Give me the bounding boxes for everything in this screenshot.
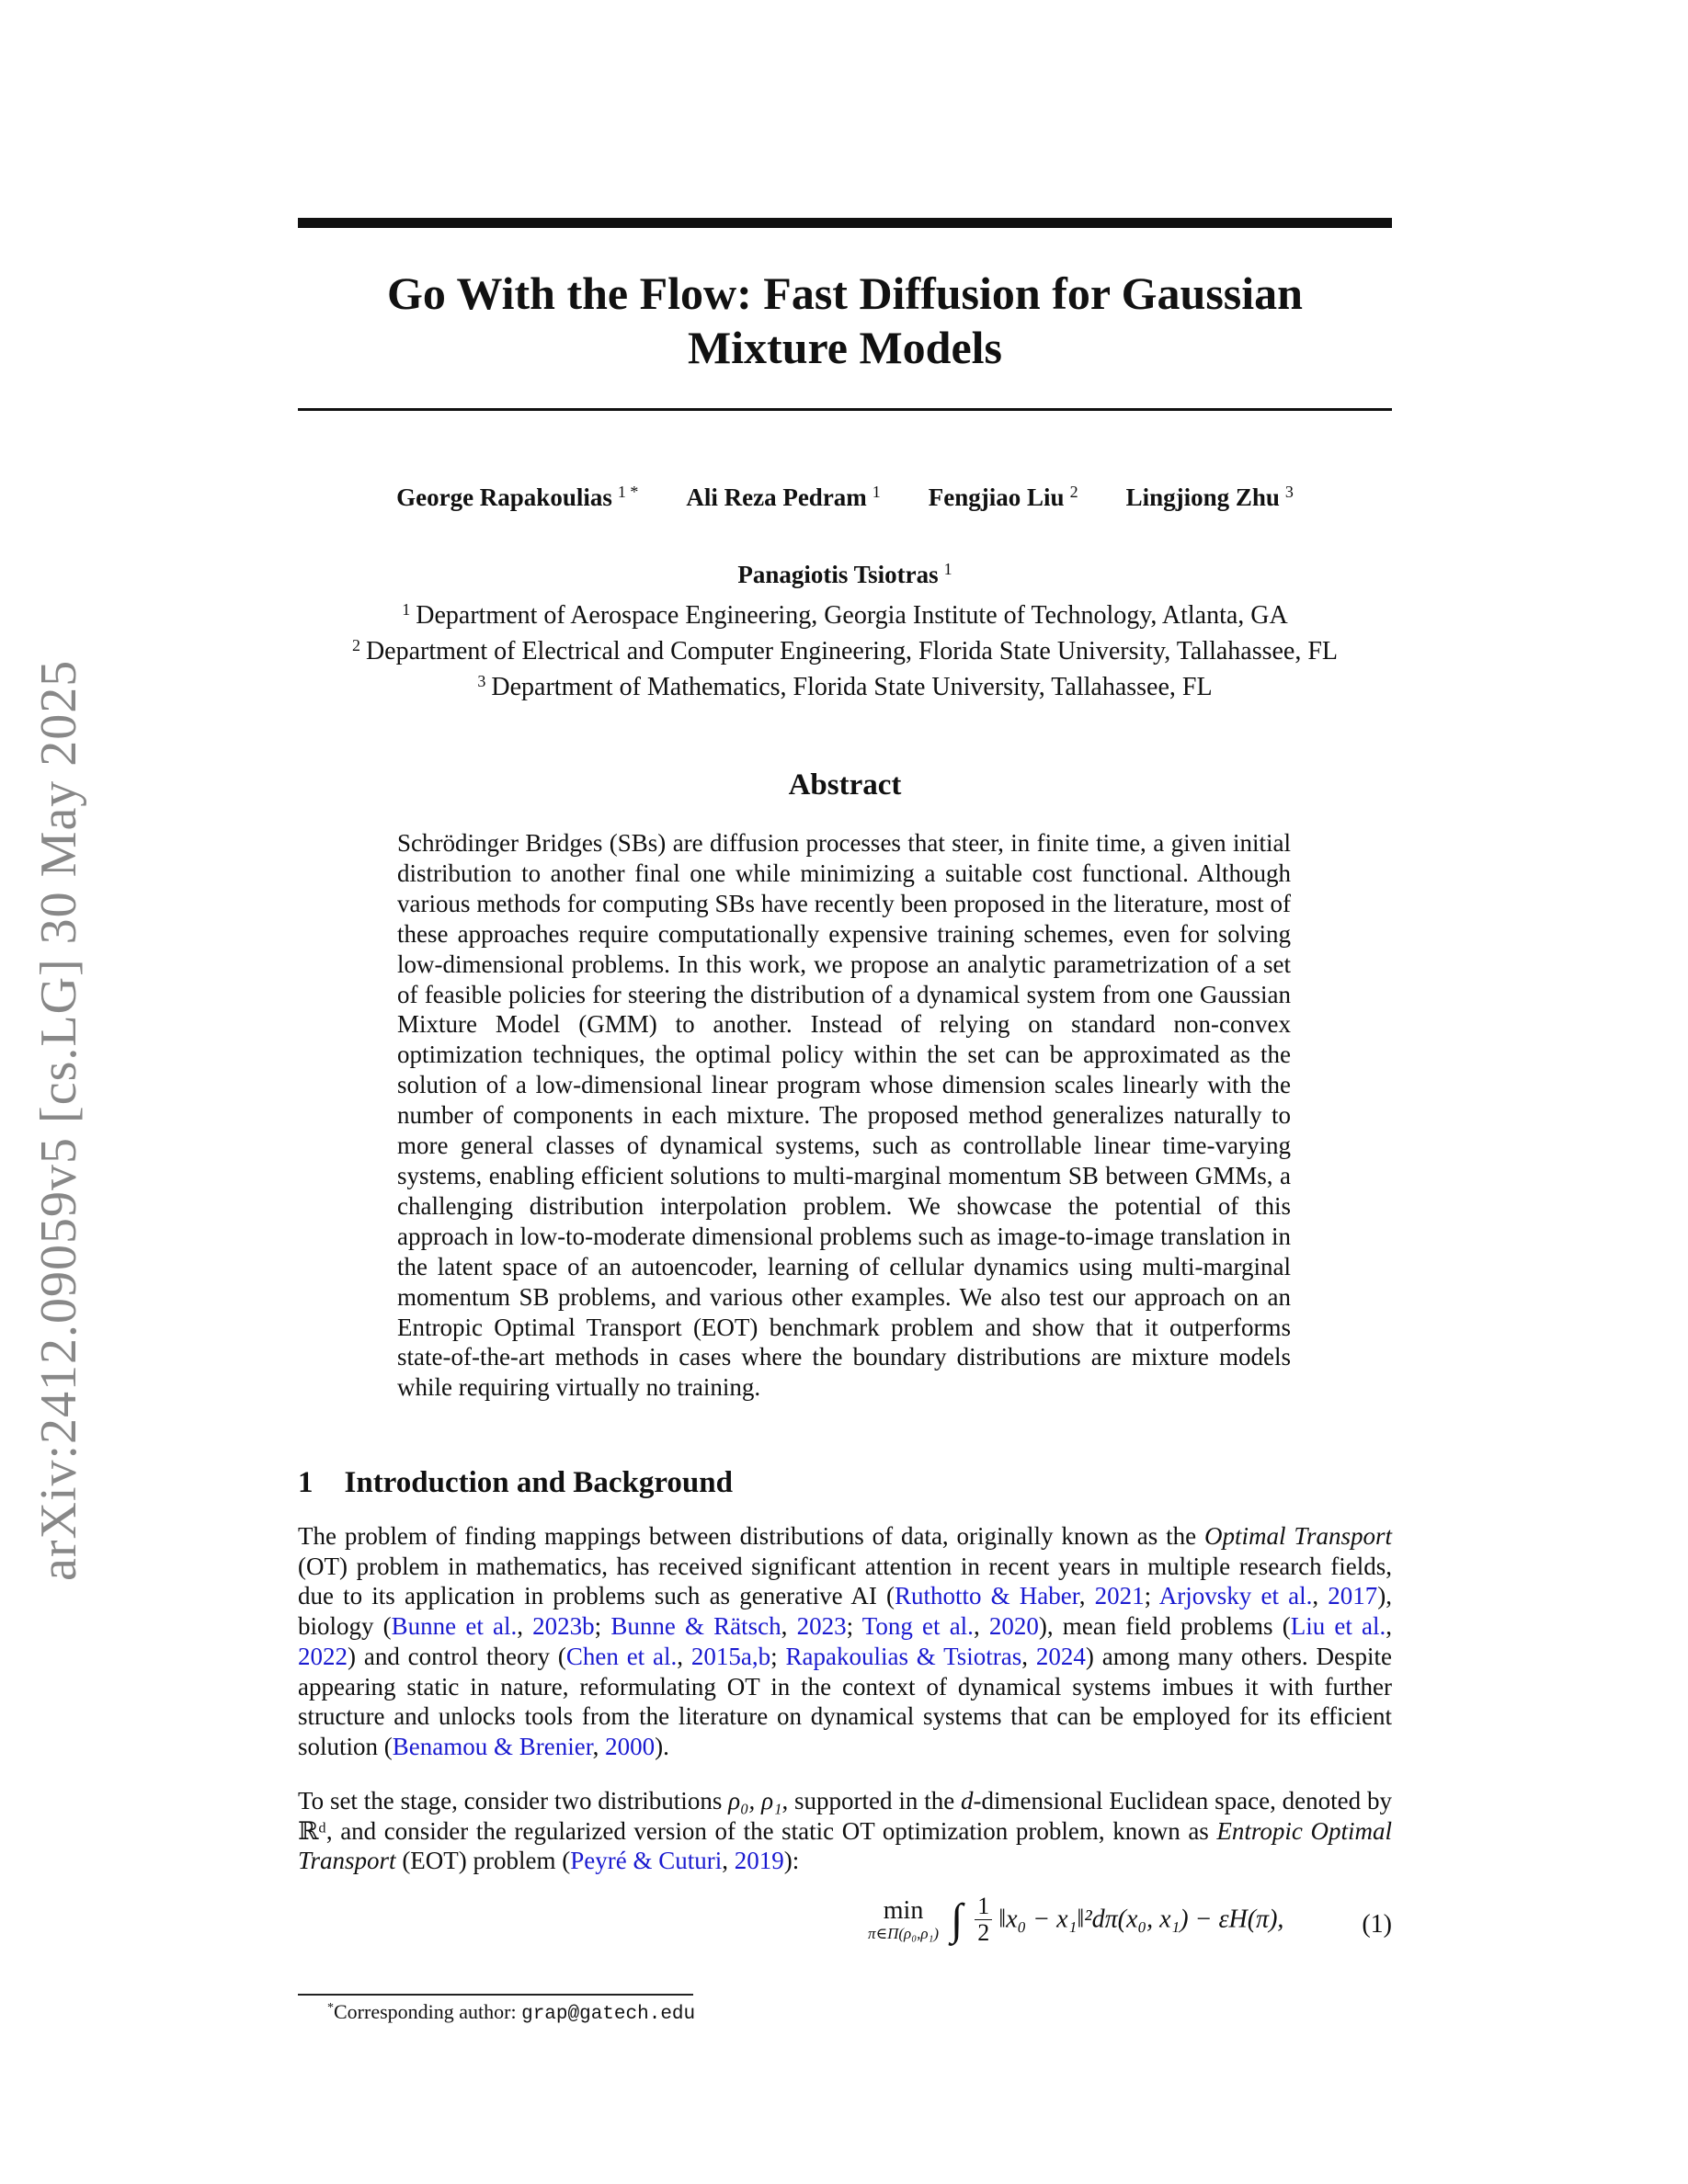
author: Panagiotis Tsiotras $^1$ xyxy=(737,560,952,588)
citation-link[interactable]: Chen et al. xyxy=(565,1642,678,1670)
affiliation: $^2$ Department of Electrical and Computer Engineering, Florida State University, Tallahassee, FL xyxy=(351,636,1339,665)
citation-link[interactable]: 2020 xyxy=(988,1612,1039,1641)
citation-link[interactable]: Tong et al. xyxy=(861,1612,974,1641)
abstract-heading: Abstract xyxy=(788,768,902,802)
affiliation: $^3$ Department of Mathematics, Florida State University, Tallahassee, FL xyxy=(477,672,1213,701)
citation-link[interactable]: 2023 xyxy=(796,1612,847,1641)
math-inline: d xyxy=(961,1787,974,1814)
paper-title xyxy=(298,267,1392,375)
math-inline: ρ₀, ρ₁ xyxy=(728,1787,782,1814)
citation-link[interactable]: Peyré & Cuturi xyxy=(570,1847,723,1875)
citation-link[interactable]: Bunne & Rätsch xyxy=(610,1612,781,1641)
citation-link[interactable]: Ruthotto & Haber xyxy=(894,1582,1079,1610)
affiliations xyxy=(298,595,1392,702)
citation-link[interactable]: 2024 xyxy=(1035,1642,1086,1670)
citation-link[interactable]: Rapakoulias & Tsiotras xyxy=(785,1642,1022,1670)
citation-link[interactable]: Arjovsky et al. xyxy=(1158,1582,1313,1610)
equation-body: min π∈Π(ρ₀,ρ₁) ∫ $\frac{1}{2}$ ‖x₀ − x₁‖²dπ(x₀, x₁) − εH(π), xyxy=(868,1893,1284,1946)
citation-link[interactable]: 2000 xyxy=(605,1732,656,1760)
citation-link[interactable]: 2022 xyxy=(298,1642,348,1670)
citation-link[interactable]: Bunne et al. xyxy=(391,1612,518,1641)
citation-link[interactable]: 2017 xyxy=(1328,1582,1378,1610)
affiliation: $^1$ Department of Aerospace Engineering, Georgia Institute of Technology, Atlanta, GA xyxy=(402,600,1288,630)
author: Lingjiong Zhu $^3$ xyxy=(1125,483,1294,511)
author: George Rapakoulias $^{1 *}$ xyxy=(396,483,639,511)
citation-link[interactable]: Liu et al. xyxy=(1290,1612,1386,1641)
citation-link[interactable]: 2015a,b xyxy=(690,1642,771,1670)
title-bottom-rule xyxy=(298,408,1392,411)
abstract-body: Schrödinger Bridges (SBs) are diffusion processes that steer, in finite time, a given initial distribution to another final one while minimizing a suitable cost functional. Although various methods for computing SBs have recently been proposed in the literature, most of these approaches require computationally expensive training schemes, even for solving low-dimensional problems. In this work, we propose an analytic parametrization of a set of feasible policies for steering the distribution of a dynamical system from one Gaussian Mixture Model (GMM) to another. Instead of relying on standard non-convex optimization techniques, the optimal policy within the set can be approximated as the solution of a low-dimensional linear program whose dimension scales linearly with the number of components in each mixture. The proposed method generalizes naturally to more general classes of dynamical systems, such as controllable linear time-varying systems, enabling efficient solutions to multi-marginal momentum SB between GMMs, a challenging distribution interpolation problem. We showcase the potential of this approach in low-to-moderate dimensional problems such as image-to-image translation in the latent space of an autoencoder, learning of cellular dynamics using multi-marginal momentum SB problems, and various other examples. We also test our approach on an Entropic Optimal Transport (EOT) benchmark problem and show that it outperforms state-of-the-art methods in cases where the boundary distributions are mixture models while requiring virtually no training. xyxy=(397,829,1291,1402)
intro-paragraph-1: The problem of finding mappings between distributions of data, originally known as the Optimal Transport (OT) problem in mathematics, has received significant attention in recent years in multiple research fields, due to its application in problems such as generative AI (Ruthotto & Haber, 2021; Arjovsky et al., 2017), biology (Bunne et al., 2023b; Bunne & Rätsch, 2023; Tong et al., 2020), mean field problems (Liu et al., 2022) and control theory (Chen et al., 2015a,b; Rapakoulias & Tsiotras, 2024) among many others. Despite appearing static in nature, reformulating OT in the context of dynamical systems imbues it with further structure and unlocks tools from the literature on dynamical systems that can be employed for its efficient solution (Benamou & Brenier, 2000). xyxy=(298,1522,1393,1760)
title-line-1: Go With the Flow: Fast Diffusion for Gaussian xyxy=(387,267,1303,319)
citation-link[interactable]: Benamou & Brenier xyxy=(392,1732,593,1760)
author: Fengjiao Liu $^2$ xyxy=(928,483,1078,511)
citation-link[interactable]: 2023b xyxy=(532,1612,595,1641)
math-inline: ℝᵈ xyxy=(298,1816,326,1845)
arxiv-stamp: arXiv:2412.09059v5 [cs.LG] 30 May 2025 xyxy=(30,659,87,1581)
equation-1 xyxy=(298,1894,1392,1967)
footnote: *Corresponding author: grap@gatech.edu xyxy=(327,2000,696,2025)
citation-link[interactable]: 2021 xyxy=(1094,1582,1145,1610)
equation-number: (1) xyxy=(1362,1910,1392,1939)
author-list xyxy=(298,483,1392,512)
citation-link[interactable]: 2019 xyxy=(734,1847,784,1875)
title-line-2: Mixture Models xyxy=(687,322,1003,373)
section-heading: 1 Introduction and Background xyxy=(298,1466,733,1499)
author: Ali Reza Pedram $^1$ xyxy=(686,483,881,511)
footnote-rule xyxy=(298,1994,693,1996)
title-top-rule xyxy=(298,218,1392,228)
intro-paragraph-2: To set the stage, consider two distributions ρ₀, ρ₁, supported in the d-dimensional Euclidean space, denoted by ℝᵈ, and consider the regularized version of the static OT optimization problem, known as Entropic Optimal Transport (EOT) problem (Peyré & Cuturi, 2019): xyxy=(298,1787,1392,1875)
email-link[interactable]: grap@gatech.edu xyxy=(521,2004,696,2025)
